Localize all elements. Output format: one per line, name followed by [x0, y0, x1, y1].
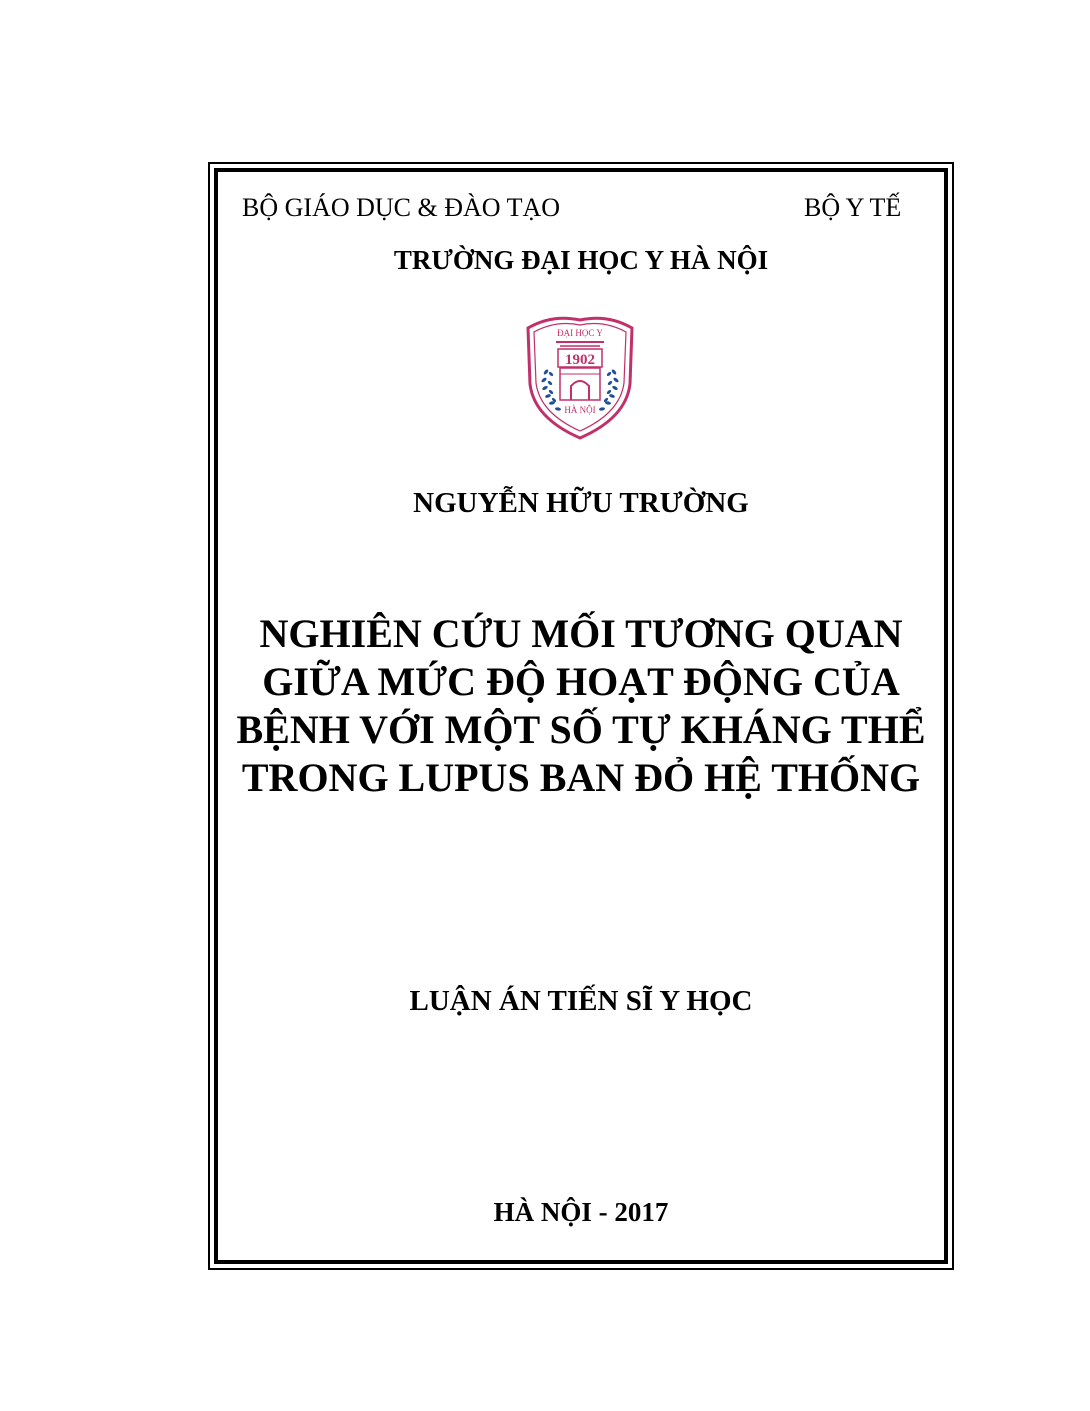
- ministry-of-health: BỘ Y TẾ: [804, 193, 902, 222]
- emblem-top-text: ĐẠI HỌC Y: [557, 328, 603, 338]
- thesis-title-line: BỆNH VỚI MỘT SỐ TỰ KHÁNG THỂ: [236, 707, 926, 752]
- degree-type: LUẬN ÁN TIẾN SĨ Y HỌC: [409, 985, 753, 1017]
- emblem-laurel-right: [599, 369, 620, 411]
- emblem-bottom-text: HÀ NỘI: [564, 405, 596, 415]
- author-name: NGUYỄN HỮU TRƯỜNG: [413, 487, 749, 519]
- thesis-title-line: TRONG LUPUS BAN ĐỎ HỆ THỐNG: [241, 755, 921, 800]
- place-and-year: HÀ NỘI - 2017: [493, 1197, 669, 1227]
- emblem-year: 1902: [565, 352, 595, 368]
- emblem-laurel-left: [541, 369, 562, 411]
- university-emblem: [522, 310, 638, 442]
- thesis-title-line: NGHIÊN CỨU MỐI TƯƠNG QUAN: [259, 611, 903, 656]
- emblem-gate-arch: [571, 381, 589, 400]
- thesis-title: [214, 610, 948, 802]
- thesis-title-line: GIỮA MỨC ĐỘ HOẠT ĐỘNG CỦA: [262, 659, 900, 704]
- university-name: TRƯỜNG ĐẠI HỌC Y HÀ NỘI: [393, 245, 769, 275]
- ministry-of-education: BỘ GIÁO DỤC & ĐÀO TẠO: [242, 193, 561, 222]
